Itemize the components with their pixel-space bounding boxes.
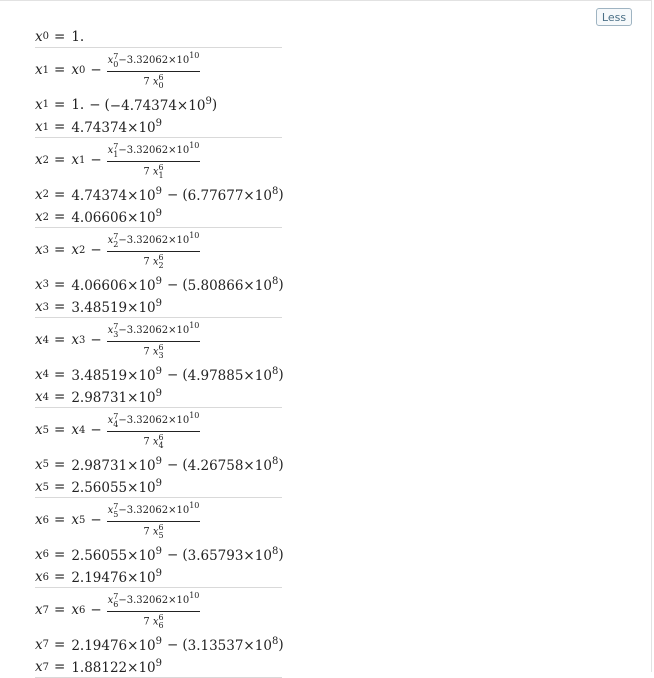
iteration-4 — [35, 318, 282, 408]
result-row: x 7 = $1.88122\times 10^9$ — [35, 658, 163, 676]
initial-value: 1. — [71, 28, 85, 45]
iteration-1 — [35, 48, 282, 138]
result-value: $2.56055\times 10^9$ — [71, 478, 163, 496]
previous-value: 1. — [71, 96, 85, 113]
correction-value: $3.65793\times 10^8$ — [187, 545, 279, 564]
result-row: x 6 = $2.19476\times 10^9$ — [35, 568, 163, 586]
newton-formula-row: x 7 = x 6 − x 7 6 $-3.32062\times 10^{10}$ 7 x 6 6 — [35, 591, 200, 630]
result-row: x 4 = $2.98731\times 10^9$ — [35, 388, 163, 406]
result-value: $4.06606\times 10^9$ — [71, 208, 163, 226]
previous-value: $2.98731\times 10^9$ — [71, 455, 163, 474]
newton-formula-row: x 1 = x 0 − x 7 0 $-3.32062\times 10^{10}$ 7 x 6 0 — [35, 51, 200, 90]
fraction-denominator: 7 x 6 4 — [143, 432, 164, 450]
result-value: $2.19476\times 10^9$ — [71, 568, 163, 586]
correction-value: $5.80866\times 10^8$ — [187, 275, 279, 294]
result-value: $2.98731\times 10^9$ — [71, 388, 163, 406]
correction-value: $4.26758\times 10^8$ — [187, 455, 279, 474]
iteration-3 — [35, 228, 282, 318]
fraction-denominator: 7 x 6 2 — [143, 252, 164, 270]
fraction-denominator: 7 x 6 3 — [143, 342, 164, 360]
substitution-row: x 1 = 1. − ( $-4.74374\times 10^9$ ) — [35, 95, 218, 114]
fraction-denominator: 7 x 6 5 — [143, 522, 164, 540]
fraction-denominator: 7 x 6 6 — [143, 612, 164, 630]
initial-row: x 0 = 1. — [35, 28, 85, 45]
iteration-2 — [35, 138, 282, 228]
newton-formula-row: x 3 = x 2 − x 7 2 $-3.32062\times 10^{10}$ 7 x 6 2 — [35, 231, 200, 270]
result-row: x 1 = $4.74374\times 10^9$ — [35, 118, 163, 136]
substitution-row: x 6 = $2.56055\times 10^9$ − ( $3.65793\times 10^8$ ) — [35, 545, 284, 564]
fraction-numerator: x 7 3 $-3.32062\times 10^{10}$ — [107, 320, 201, 342]
fraction-numerator: x 7 1 $-3.32062\times 10^{10}$ — [107, 140, 201, 162]
substitution-row: x 7 = $2.19476\times 10^9$ − ( $3.13537\times 10^8$ ) — [35, 635, 284, 654]
newton-formula-row: x 5 = x 4 − x 7 4 $-3.32062\times 10^{10}$ 7 x 6 4 — [35, 411, 200, 450]
fraction-numerator: x 7 0 $-3.32062\times 10^{10}$ — [107, 50, 201, 72]
top-border — [0, 0, 651, 1]
previous-value: $2.56055\times 10^9$ — [71, 545, 163, 564]
fraction-denominator: 7 x 6 1 — [143, 162, 164, 180]
iteration-6 — [35, 498, 282, 588]
newton-formula-row: x 2 = x 1 − x 7 1 $-3.32062\times 10^{10}$ 7 x 6 1 — [35, 141, 200, 180]
substitution-row: x 2 = $4.74374\times 10^9$ − ( $6.77677\times 10^8$ ) — [35, 185, 284, 204]
right-border — [651, 0, 652, 672]
newton-fraction — [107, 230, 201, 270]
result-row: x 2 = $4.06606\times 10^9$ — [35, 208, 163, 226]
newton-formula-row: x 6 = x 5 − x 7 5 $-3.32062\times 10^{10}$ 7 x 6 5 — [35, 501, 200, 540]
newton-fraction — [107, 590, 201, 630]
iteration-5 — [35, 408, 282, 498]
newton-formula-row: x 4 = x 3 − x 7 3 $-3.32062\times 10^{10}$ 7 x 6 3 — [35, 321, 200, 360]
correction-value: $3.13537\times 10^8$ — [187, 635, 279, 654]
newton-iteration-steps — [35, 26, 282, 678]
substitution-row: x 4 = $3.48519\times 10^9$ − ( $4.97885\times 10^8$ ) — [35, 365, 284, 384]
newton-fraction — [107, 50, 201, 90]
previous-value: $4.74374\times 10^9$ — [71, 185, 163, 204]
result-value: $4.74374\times 10^9$ — [71, 118, 163, 136]
substitution-row: x 5 = $2.98731\times 10^9$ − ( $4.26758\times 10^8$ ) — [35, 455, 284, 474]
less-button[interactable]: Less — [596, 8, 632, 26]
substitution-row: x 3 = $4.06606\times 10^9$ − ( $5.80866\times 10^8$ ) — [35, 275, 284, 294]
newton-fraction — [107, 320, 201, 360]
iteration-7 — [35, 588, 282, 678]
newton-fraction — [107, 140, 201, 180]
newton-fraction — [107, 410, 201, 450]
result-value: $3.48519\times 10^9$ — [71, 298, 163, 316]
initial-group — [35, 26, 282, 48]
newton-fraction — [107, 500, 201, 540]
correction-value: $4.97885\times 10^8$ — [187, 365, 279, 384]
result-value: $1.88122\times 10^9$ — [71, 658, 163, 676]
fraction-numerator: x 7 4 $-3.32062\times 10^{10}$ — [107, 410, 201, 432]
fraction-denominator: 7 x 6 0 — [143, 72, 164, 90]
fraction-numerator: x 7 5 $-3.32062\times 10^{10}$ — [107, 500, 201, 522]
result-row: x 3 = $3.48519\times 10^9$ — [35, 298, 163, 316]
result-row: x 5 = $2.56055\times 10^9$ — [35, 478, 163, 496]
fraction-numerator: x 7 6 $-3.32062\times 10^{10}$ — [107, 590, 201, 612]
previous-value: $2.19476\times 10^9$ — [71, 635, 163, 654]
fraction-numerator: x 7 2 $-3.32062\times 10^{10}$ — [107, 230, 201, 252]
previous-value: $4.06606\times 10^9$ — [71, 275, 163, 294]
correction-value: $-4.74374\times 10^9$ — [109, 95, 212, 114]
previous-value: $3.48519\times 10^9$ — [71, 365, 163, 384]
correction-value: $6.77677\times 10^8$ — [187, 185, 279, 204]
